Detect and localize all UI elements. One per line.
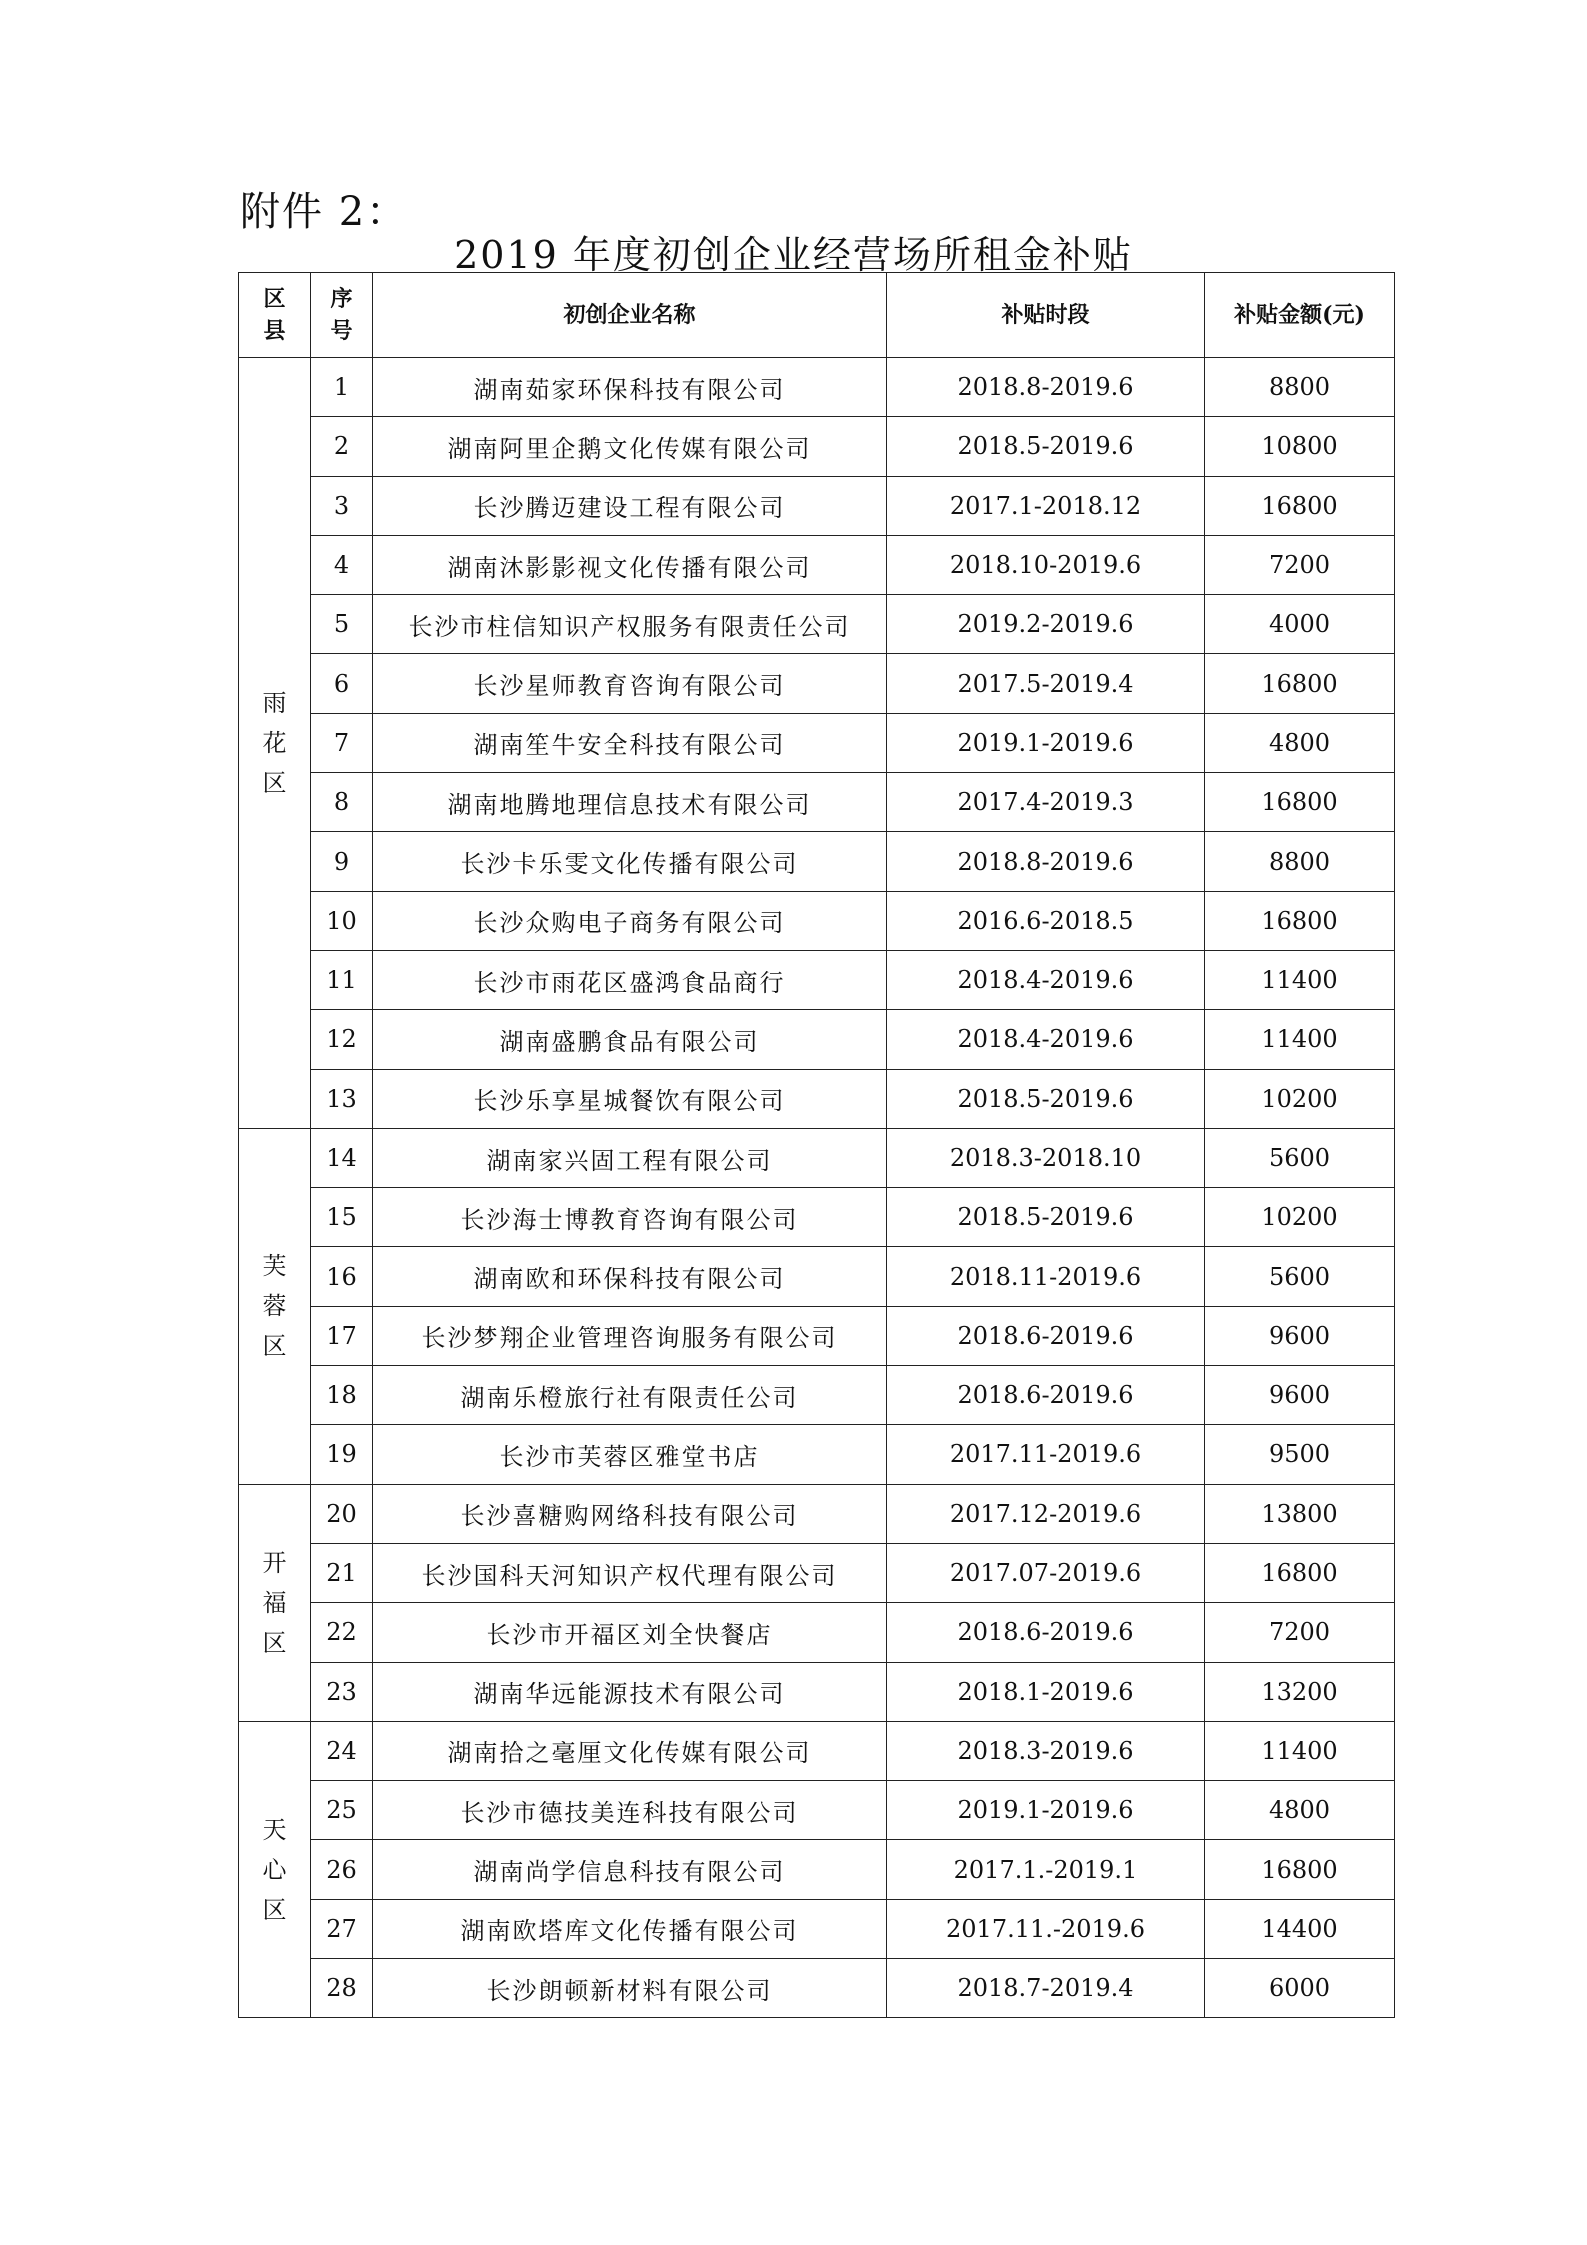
company-name-cell: 湖南欧和环保科技有限公司	[373, 1247, 887, 1306]
header-seq-char: 号	[330, 318, 353, 344]
period-cell: 2018.5-2019.6	[887, 1069, 1205, 1128]
amount-cell: 11400	[1205, 1010, 1395, 1069]
amount-cell: 4000	[1205, 595, 1395, 654]
company-name-cell: 长沙乐享星城餐饮有限公司	[373, 1069, 887, 1128]
district-char: 芙	[262, 1252, 287, 1281]
company-name-cell: 长沙众购电子商务有限公司	[373, 891, 887, 950]
period-cell: 2017.11.-2019.6	[887, 1899, 1205, 1958]
company-name-cell: 湖南家兴固工程有限公司	[373, 1128, 887, 1187]
table-row	[239, 1959, 1395, 2018]
seq-cell: 21	[311, 1543, 373, 1602]
amount-cell: 9600	[1205, 1366, 1395, 1425]
amount-cell: 13800	[1205, 1484, 1395, 1543]
company-name-cell: 长沙市雨花区盛鸿食品商行	[373, 950, 887, 1009]
header-seq	[311, 273, 373, 358]
period-cell: 2018.6-2019.6	[887, 1603, 1205, 1662]
document-title: 2019 年度初创企业经营场所租金补贴	[454, 233, 1133, 277]
company-name-cell: 长沙卡乐雯文化传播有限公司	[373, 832, 887, 891]
table-row	[239, 476, 1395, 535]
amount-cell: 10200	[1205, 1069, 1395, 1128]
table-row	[239, 1543, 1395, 1602]
amount-cell: 10800	[1205, 417, 1395, 476]
table-row	[239, 1425, 1395, 1484]
period-cell: 2019.1-2019.6	[887, 713, 1205, 772]
company-name-cell: 湖南欧塔库文化传播有限公司	[373, 1899, 887, 1958]
period-cell: 2017.1-2018.12	[887, 476, 1205, 535]
company-name-cell: 长沙腾迈建设工程有限公司	[373, 476, 887, 535]
seq-cell: 22	[311, 1603, 373, 1662]
seq-cell: 25	[311, 1781, 373, 1840]
period-cell: 2017.07-2019.6	[887, 1543, 1205, 1602]
seq-cell: 23	[311, 1662, 373, 1721]
table-row	[239, 595, 1395, 654]
header-amount: 补贴金额(元)	[1205, 273, 1395, 358]
district-char: 区	[262, 1628, 287, 1657]
seq-cell: 7	[311, 713, 373, 772]
company-name-cell: 长沙市柱信知识产权服务有限责任公司	[373, 595, 887, 654]
amount-cell: 16800	[1205, 476, 1395, 535]
seq-cell: 17	[311, 1306, 373, 1365]
table-row	[239, 1188, 1395, 1247]
period-cell: 2018.8-2019.6	[887, 358, 1205, 417]
company-name-cell: 湖南沐影影视文化传播有限公司	[373, 535, 887, 594]
seq-cell: 28	[311, 1959, 373, 2018]
company-name-cell: 湖南华远能源技术有限公司	[373, 1662, 887, 1721]
table-row	[239, 1781, 1395, 1840]
district-char: 区	[262, 1895, 287, 1924]
seq-cell: 10	[311, 891, 373, 950]
seq-cell: 11	[311, 950, 373, 1009]
amount-cell: 6000	[1205, 1959, 1395, 2018]
seq-cell: 5	[311, 595, 373, 654]
table-row	[239, 1069, 1395, 1128]
seq-cell: 24	[311, 1721, 373, 1780]
seq-cell: 18	[311, 1366, 373, 1425]
amount-cell: 4800	[1205, 1781, 1395, 1840]
district-char: 蓉	[262, 1292, 287, 1321]
district-cell	[239, 358, 311, 1129]
seq-cell: 9	[311, 832, 373, 891]
company-name-cell: 湖南笙牛安全科技有限公司	[373, 713, 887, 772]
amount-cell: 16800	[1205, 1543, 1395, 1602]
company-name-cell: 长沙市芙蓉区雅堂书店	[373, 1425, 887, 1484]
header-district-char: 县	[263, 318, 286, 344]
company-name-cell: 湖南盛鹏食品有限公司	[373, 1010, 887, 1069]
company-name-cell: 湖南地腾地理信息技术有限公司	[373, 773, 887, 832]
period-cell: 2018.10-2019.6	[887, 535, 1205, 594]
seq-cell: 26	[311, 1840, 373, 1899]
table-row	[239, 535, 1395, 594]
district-cell	[239, 1484, 311, 1721]
seq-cell: 14	[311, 1128, 373, 1187]
header-district-char: 区	[263, 286, 286, 312]
table-row	[239, 1899, 1395, 1958]
period-cell: 2018.5-2019.6	[887, 1188, 1205, 1247]
company-name-cell: 湖南尚学信息科技有限公司	[373, 1840, 887, 1899]
table-row	[239, 1662, 1395, 1721]
header-name: 初创企业名称	[373, 273, 887, 358]
period-cell: 2016.6-2018.5	[887, 891, 1205, 950]
period-cell: 2017.12-2019.6	[887, 1484, 1205, 1543]
amount-cell: 14400	[1205, 1899, 1395, 1958]
company-name-cell: 湖南拾之毫厘文化传媒有限公司	[373, 1721, 887, 1780]
header-district	[239, 273, 311, 358]
period-cell: 2018.6-2019.6	[887, 1366, 1205, 1425]
table-row	[239, 713, 1395, 772]
period-cell: 2018.7-2019.4	[887, 1959, 1205, 2018]
company-name-cell: 长沙市德技美连科技有限公司	[373, 1781, 887, 1840]
district-char: 天	[262, 1815, 287, 1844]
amount-cell: 16800	[1205, 773, 1395, 832]
table-row	[239, 1840, 1395, 1899]
company-name-cell: 长沙海士博教育咨询有限公司	[373, 1188, 887, 1247]
period-cell: 2018.1-2019.6	[887, 1662, 1205, 1721]
table-row	[239, 1366, 1395, 1425]
seq-cell: 19	[311, 1425, 373, 1484]
table-row	[239, 358, 1395, 417]
table-row	[239, 773, 1395, 832]
amount-cell: 5600	[1205, 1128, 1395, 1187]
header-period: 补贴时段	[887, 273, 1205, 358]
period-cell: 2019.1-2019.6	[887, 1781, 1205, 1840]
table-row	[239, 1603, 1395, 1662]
company-name-cell: 长沙梦翔企业管理咨询服务有限公司	[373, 1306, 887, 1365]
seq-cell: 4	[311, 535, 373, 594]
period-cell: 2018.4-2019.6	[887, 1010, 1205, 1069]
period-cell: 2017.1.-2019.1	[887, 1840, 1205, 1899]
period-cell: 2018.3-2018.10	[887, 1128, 1205, 1187]
table-row	[239, 832, 1395, 891]
amount-cell: 9500	[1205, 1425, 1395, 1484]
header-seq-char: 序	[330, 286, 353, 312]
district-char: 福	[262, 1588, 287, 1617]
company-name-cell: 长沙朗顿新材料有限公司	[373, 1959, 887, 2018]
seq-cell: 13	[311, 1069, 373, 1128]
period-cell: 2019.2-2019.6	[887, 595, 1205, 654]
amount-cell: 7200	[1205, 535, 1395, 594]
table-header-row	[239, 273, 1395, 358]
amount-cell: 9600	[1205, 1306, 1395, 1365]
company-name-cell: 湖南茹家环保科技有限公司	[373, 358, 887, 417]
period-cell: 2017.11-2019.6	[887, 1425, 1205, 1484]
period-cell: 2018.3-2019.6	[887, 1721, 1205, 1780]
district-cell	[239, 1128, 311, 1484]
district-char: 开	[262, 1548, 287, 1577]
amount-cell: 11400	[1205, 1721, 1395, 1780]
district-cell	[239, 1721, 311, 2017]
table-row	[239, 950, 1395, 1009]
table-row	[239, 1721, 1395, 1780]
company-name-cell: 长沙星师教育咨询有限公司	[373, 654, 887, 713]
amount-cell: 8800	[1205, 358, 1395, 417]
seq-cell: 3	[311, 476, 373, 535]
table-row	[239, 1484, 1395, 1543]
amount-cell: 7200	[1205, 1603, 1395, 1662]
table-row	[239, 654, 1395, 713]
company-name-cell: 湖南乐橙旅行社有限责任公司	[373, 1366, 887, 1425]
attachment-label: 附件 2：	[240, 189, 409, 235]
seq-cell: 2	[311, 417, 373, 476]
company-name-cell: 长沙国科天河知识产权代理有限公司	[373, 1543, 887, 1602]
company-name-cell: 长沙市开福区刘全快餐店	[373, 1603, 887, 1662]
company-name-cell: 湖南阿里企鹅文化传媒有限公司	[373, 417, 887, 476]
period-cell: 2018.6-2019.6	[887, 1306, 1205, 1365]
table-row	[239, 1247, 1395, 1306]
company-name-cell: 长沙喜糖购网络科技有限公司	[373, 1484, 887, 1543]
period-cell: 2018.5-2019.6	[887, 417, 1205, 476]
seq-cell: 12	[311, 1010, 373, 1069]
district-char: 区	[262, 1332, 287, 1361]
district-char: 区	[262, 768, 287, 797]
seq-cell: 27	[311, 1899, 373, 1958]
period-cell: 2018.4-2019.6	[887, 950, 1205, 1009]
seq-cell: 20	[311, 1484, 373, 1543]
seq-cell: 8	[311, 773, 373, 832]
amount-cell: 13200	[1205, 1662, 1395, 1721]
district-char: 雨	[262, 688, 287, 717]
amount-cell: 10200	[1205, 1188, 1395, 1247]
amount-cell: 4800	[1205, 713, 1395, 772]
table-row	[239, 1306, 1395, 1365]
period-cell: 2017.4-2019.3	[887, 773, 1205, 832]
period-cell: 2018.8-2019.6	[887, 832, 1205, 891]
amount-cell: 5600	[1205, 1247, 1395, 1306]
subsidy-table	[238, 272, 1395, 2018]
seq-cell: 6	[311, 654, 373, 713]
table-row	[239, 891, 1395, 950]
district-char: 花	[262, 728, 287, 757]
seq-cell: 15	[311, 1188, 373, 1247]
table-row	[239, 1010, 1395, 1069]
amount-cell: 8800	[1205, 832, 1395, 891]
table-row	[239, 417, 1395, 476]
amount-cell: 16800	[1205, 654, 1395, 713]
district-char: 心	[262, 1855, 287, 1884]
amount-cell: 16800	[1205, 1840, 1395, 1899]
amount-cell: 11400	[1205, 950, 1395, 1009]
table-row	[239, 1128, 1395, 1187]
table-body	[239, 358, 1395, 2018]
seq-cell: 16	[311, 1247, 373, 1306]
period-cell: 2017.5-2019.4	[887, 654, 1205, 713]
seq-cell: 1	[311, 358, 373, 417]
period-cell: 2018.11-2019.6	[887, 1247, 1205, 1306]
amount-cell: 16800	[1205, 891, 1395, 950]
